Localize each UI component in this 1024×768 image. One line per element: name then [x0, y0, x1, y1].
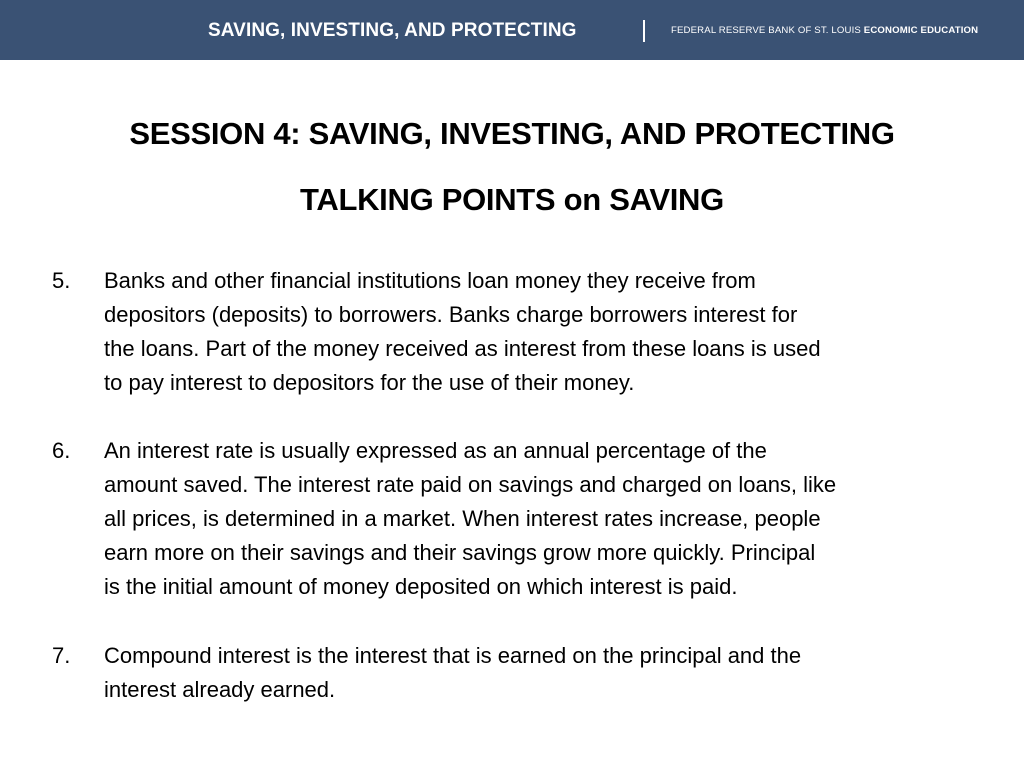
point-number: 6.	[52, 438, 71, 463]
point-text	[104, 434, 974, 604]
point-text-line: Compound interest is the interest that is earned on the principal and the	[104, 643, 802, 668]
point-number: 5.	[52, 268, 71, 293]
header-organization	[671, 24, 978, 38]
point-text-line: Banks and other financial institutions loan money they receive from	[104, 268, 756, 293]
point-text-line: to pay interest to depositors for the use of their money.	[104, 370, 635, 395]
point-text-line: the loans. Part of the money received as interest from these loans is used	[104, 336, 821, 361]
session-title: SESSION 4: SAVING, INVESTING, AND PROTECTING	[129, 116, 895, 151]
point-text-line: depositors (deposits) to borrowers. Banks charge borrowers interest for	[104, 302, 798, 327]
point-text-line: interest already earned.	[104, 677, 336, 702]
point-text-line: is the initial amount of money deposited on which interest is paid.	[104, 574, 738, 599]
point-text	[104, 639, 974, 707]
point-text-line: earn more on their savings and their savings grow more quickly. Principal	[104, 540, 816, 565]
point-text-line: An interest rate is usually expressed as an annual percentage of the	[104, 438, 767, 463]
header-org-name: FEDERAL RESERVE BANK OF ST. LOUIS	[671, 25, 864, 36]
header-divider	[643, 20, 645, 42]
talking-points-title: TALKING POINTS on SAVING	[300, 182, 724, 217]
point-text-line: amount saved. The interest rate paid on savings and charged on loans, like	[104, 472, 837, 497]
point-text	[104, 264, 974, 400]
point-text-line: all prices, is determined in a market. When interest rates increase, people	[104, 506, 821, 531]
point-number: 7.	[52, 643, 71, 668]
header-org-department: ECONOMIC EDUCATION	[863, 25, 979, 36]
header-bar	[0, 0, 1024, 60]
header-title: SAVING, INVESTING, AND PROTECTING	[208, 20, 577, 41]
